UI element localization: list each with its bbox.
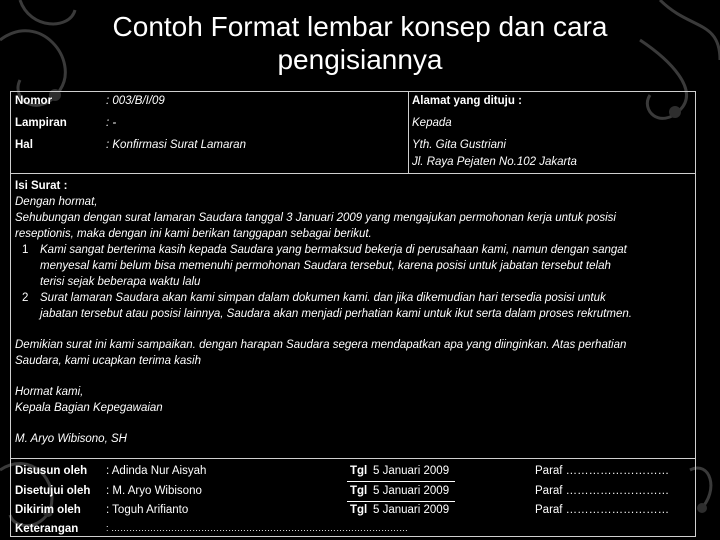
keterangan-label: Keterangan (15, 523, 79, 535)
disetujui-value: : M. Aryo Wibisono (106, 485, 202, 497)
dikirim-value: : Toguh Arifianto (106, 504, 189, 516)
intro-line-2: reseptionis, maka dengan ini kami berikan tanggapan sebagai berikut. (15, 228, 372, 240)
list-item-1-line-1: Kami sangat berterima kasih kepada Saudara yang bermaksud bekerja di perusahaan kami, namun dengan sangat (40, 244, 627, 256)
regards: Hormat kami, (15, 386, 84, 398)
header-divider (408, 91, 409, 173)
dikirim-tgl-value: 5 Januari 2009 (373, 504, 450, 516)
disetujui-tgl-label: Tgl (350, 485, 368, 497)
recipient-name: Yth. Gita Gustriani (412, 139, 506, 151)
keterangan-value: : ……………………………………………………………………………………… (106, 523, 409, 533)
dikirim-label: Dikirim oleh (15, 504, 81, 516)
list-item-1-number: 1 (22, 244, 29, 256)
kepada-text: Kepada (412, 117, 452, 129)
lampiran-value: : - (106, 117, 117, 129)
disusun-value: : Adinda Nur Aisyah (106, 465, 207, 477)
list-item-2-line-2: jabatan tersebut atau posisi lainnya, Saudara akan menjadi perhatian kami untuk ikut serta dalam proses rekrutmen. (40, 308, 632, 320)
lampiran-label: Lampiran (15, 117, 67, 129)
disetujui-tgl-value: 5 Januari 2009 (373, 485, 450, 497)
footer-top-rule (10, 458, 695, 459)
isi-label: Isi Surat : (15, 180, 68, 192)
header-bottom-rule (10, 173, 695, 174)
greeting: Dengan hormat, (15, 196, 98, 208)
disetujui-tgl-underline (347, 501, 455, 502)
disetujui-paraf: Paraf ……………………… (535, 485, 670, 497)
closing-line-1: Demikian surat ini kami sampaikan. dengan harapan Saudara segera mendapatkan apa yang diinginkan. Atas perhatian (15, 339, 627, 351)
disusun-tgl-label: Tgl (350, 465, 368, 477)
disusun-paraf: Paraf ……………………… (535, 465, 670, 477)
disusun-tgl-underline (347, 481, 455, 482)
list-item-2-line-1: Surat lamaran Saudara akan kami simpan dalam dokumen kami. dan jika dikemudian hari tersedia posisi untuk (40, 292, 606, 304)
signer-name: M. Aryo Wibisono, SH (15, 433, 127, 445)
list-item-2-number: 2 (22, 292, 29, 304)
title-line-2: pengisiannya (277, 44, 443, 75)
dikirim-paraf: Paraf ……………………… (535, 504, 670, 516)
hal-label: Hal (15, 139, 33, 151)
intro-line-1: Sehubungan dengan surat lamaran Saudara tanggal 3 Januari 2009 yang mengajukan permohonan kerja untuk posisi (15, 212, 616, 224)
list-item-1-line-3: terisi sejak beberapa waktu lalu (40, 276, 201, 288)
hal-value: : Konfirmasi Surat Lamaran (106, 139, 246, 151)
recipient-address: Jl. Raya Pejaten No.102 Jakarta (412, 156, 577, 168)
disusun-tgl-value: 5 Januari 2009 (373, 465, 450, 477)
list-item-1-line-2: menyesal kami belum bisa memenuhi permohonan Saudara tersebut, karena posisi untuk jabatan tersebut telah (40, 260, 611, 272)
nomor-label: Nomor (15, 95, 53, 107)
alamat-label: Alamat yang dituju : (412, 95, 522, 107)
disusun-label: Disusun oleh (15, 465, 88, 477)
signer-position: Kepala Bagian Kepegawaian (15, 402, 163, 414)
title-line-1: Contoh Format lembar konsep dan cara (112, 11, 608, 42)
closing-line-2: Saudara, kami ucapkan terima kasih (15, 355, 202, 367)
disetujui-label: Disetujui oleh (15, 485, 91, 497)
slide-title (0, 10, 720, 76)
nomor-value: : 003/B/I/09 (106, 95, 165, 107)
dikirim-tgl-label: Tgl (350, 504, 368, 516)
